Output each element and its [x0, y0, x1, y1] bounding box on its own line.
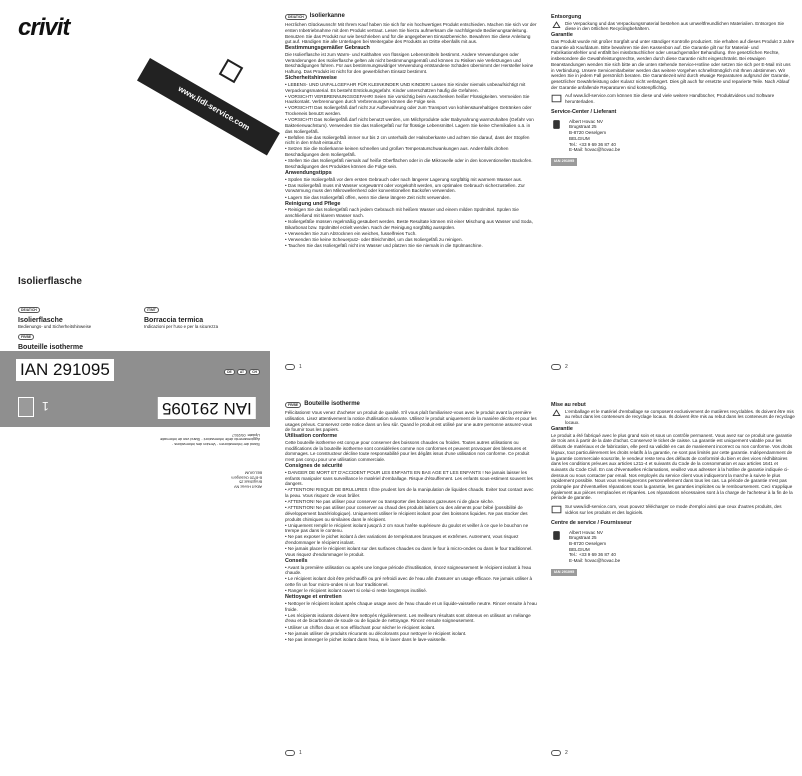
heading: Anwendungstipps — [285, 170, 332, 177]
paragraph: Die Verpackung und das Verpackungsmaterial bestehen aus umweltfreundlichen Materialien. Entsorgen Sie diese in den örtlichen Recyclingbehältern. — [565, 20, 785, 32]
bullet: • Uniquement remplir le récipient isolant jusqu'à 2 cm sous l'arête supérieure du goulot et veiller à ce que le bouchon ne trempe pas dans le contenu. — [285, 522, 529, 534]
bullet: • Das Isoliergefäß muss mit Wasser vorgewärmt oder vorgekühlt werden, um optimalen Gebrauch sicherzustellen. Zur Vorwärmung muss den Mikrowellenherd oder konventionellen Backofen verwenden. — [285, 182, 525, 194]
flag-outline-icon — [285, 750, 295, 756]
heading: Sicherheitshinweise — [285, 75, 337, 82]
ian-number: IAN 291095 — [16, 359, 114, 381]
bullet: • ATTENTION! Ne pas utiliser pour conserver au chaud des produits laitiers ou des aliments pour bébé (possibilité de développement bactériologique). Uniquement utiliser le récipient isolant pour des boissons liquides. Ne pas stocker des produits chimiques ou similaires dans le récipient. — [285, 505, 528, 522]
heading: Garantie — [551, 32, 573, 39]
country-flag: CH — [249, 369, 260, 375]
ian-band — [0, 351, 270, 389]
heading: Utilisation conforme — [285, 433, 338, 440]
bullet: • Avant la première utilisation ou après une longue période d'inutilisation, rincez soigneusement le récipient isolant à l'eau chaude. — [285, 564, 532, 576]
back-digit: 1 — [42, 399, 49, 413]
section-title: Isolierkanne — [309, 13, 345, 20]
paragraph: Das Produkt wurde mit großer Sorgfalt und unter ständiger Kontrolle produziert. Sie erhalten auf dieses Produkt 3 Jahre Garantie ab Kaufdatum. Bitte bewahren Sie den Kassenbon auf. Die Garantie gilt nur für Material- und Fabrikationsfehler und entfällt bei missbräuchlicher oder unsachgemäßer Behandlung. Ihre gesetzlichen Rechte, insbesondere die Gewährleistungsrechte, werden durch diese Garantie nicht eingeschränkt. Bei etwaigen Beanstandungen wenden Sie sich bitte an die unten stehende Service-Hotline oder setzen Sie sich per E-Mail mit uns in Verbindung. Unsere Servicemitarbeiter werden das weitere Vorgehen schnellstmöglich mit Ihnen abstimmen. Wir werden Sie in jedem Fall persönlich beraten. Die Garantiezeit wird durch etwaige Reparaturen aufgrund der Garantie, gesetzlicher Gewährleistung oder Kulanz nicht verlängert. Dies gilt auch für ersetzte und reparierte Teile. Nach Ablauf der Garantie anfallende Reparaturen sind kostenpflichtig. — [551, 38, 795, 90]
paragraph: Cette bouteille isotherme est conçue pour conserver des boissons chaudes ou froides. Toutes autres utilisations ou modifications de la bouteille isotherme sont considérées comme non conformes et peuvent provoquer des blessures et dommages. Le constructeur décline toute responsabilité pour les dégâts issus d'une utilisation non conforme. Ce produit n'est pas conçu pour une utilisation commerciale. — [285, 440, 530, 463]
heading: Service-Center / Lieferant — [551, 109, 617, 116]
flag-badge: FR/BE — [18, 334, 34, 340]
web-icon — [551, 93, 562, 104]
lang-block-it — [144, 298, 264, 329]
cover-panel — [0, 0, 270, 776]
back-address: Albert Hovac NV Brugstraat 25 B-8720 Oeselgem BELGIUM — [231, 470, 262, 489]
bullet: • Utiliser un chiffon doux et non effilochant pour sécher le récipient isolant. — [285, 624, 436, 630]
bullet: • Les récipients isolants doivent être nettoyés régulièrement. Les meilleurs résultats sont obtenus en utilisant un mélange d'eau et de bicarbonate de soude ou de liquide de nettoyage. Rincez ensuite soigneusement. — [285, 612, 531, 624]
back-box — [18, 397, 34, 417]
bullet: • ATTENTION! RISQUE DE BRULURES ! Être prudent lors de la manipulation de liquides chauds. Eviter tout contact avec la peau. Vous risquez de vous brûler. — [285, 487, 534, 498]
bullet: • Verwenden Sie keine Scheuerputz- oder Bleichmittel, um das Isoliergefäß zu reinigen. — [285, 236, 463, 242]
bullet: • VORSICHT! Das Isoliergefäß darf nicht benutzt werden, um Milchprodukte oder Babynahrung warmzuhalten (Gefahr von Bakterienwachstum). Verwenden Sie das Isoliergefäß nur für flüssige Lebensmittel. Lagern Sie keine Chemikalien o.ä. in das Isoliergefäß. — [285, 117, 534, 134]
bullet: • Ne pas immerger le pichet isolant dans l'eau, ni le laver dans le lave-vaisselle. — [285, 636, 447, 642]
section-title: Bouteille isotherme — [304, 401, 360, 408]
back-ian-band — [0, 389, 270, 427]
product-title: Isolierflasche — [18, 276, 82, 287]
flag-badge: IT/MT — [144, 307, 159, 313]
bullet: • Reinigen Sie das Isoliergefäß nach jedem Gebrauch mit heißem Wasser und einem milden Spülmittel. Spülen Sie anschließend mit klarem Wasser nach. — [285, 207, 519, 218]
url-banner — [137, 58, 280, 156]
flag-badge: FR/BE — [285, 402, 301, 408]
flag-badge: DE/AT/CH — [18, 307, 40, 313]
bullet: • VORSICHT! Das Isoliergefäß darf nicht zur Aufbewahrung oder zum Transport von kohlensäurehaltigen Getränken oder Trockeneis benutzt werden. — [285, 105, 532, 117]
paragraph: Auf www.lidl-service.com können Sie diese und viele weitere Handbücher, Produktvideos und Software herunterladen. — [565, 93, 775, 105]
page-number: 2 — [551, 364, 568, 370]
flag-outline-icon — [551, 364, 561, 370]
heading: Nettoyage et entretien — [285, 594, 342, 601]
heading: Mise au rebut — [551, 402, 586, 408]
heading: Bestimmungsgemäßer Gebrauch — [285, 45, 370, 52]
ian-badge: IAN 291095 — [551, 569, 577, 577]
paragraph: L'emballage et le matériel d'emballage se composent exclusivement de matières recyclables. Ils doivent être mis au rebut dans les conteneurs de recyclage locaux. Ils doivent être mis au rebut dans les conteneurs de recyclage locaux. — [565, 408, 795, 425]
recycle-icon — [551, 409, 562, 420]
lang-subtitle: Bedienungs- und Sicherheitshinweise — [18, 324, 92, 329]
page-number: 1 — [285, 364, 302, 370]
web-icon — [551, 504, 562, 515]
bullet: • Setzen Sie die Isolierkanne keinen schnellen und großen Temperaturschwankungen aus. Andernfalls drohen Beschädigungen dem Isoliergefäß. — [285, 146, 509, 158]
phone-icon — [551, 530, 562, 541]
lang-title: Isolierflasche — [18, 317, 63, 324]
fr-page-2: Mise au rebut L'emballage et le matériel d'emballage se composent exclusivement de matières recyclables. Ils doivent être mis au rebut dans les conteneurs de recyclage locaux. Ils doivent être mis au rebut dans les conteneurs de recyclage locaux. Garantie Le produit a été fabriqué avec le plus grand soin et sous un contrôle permanent. Vous avez sur ce produit une garantie de trois ans à partir de la date d'achat. Conservez le ticket de caisse. La garantie est uniquement valable pour les défauts de matériaux et de fabrication, elle perd sa validité en cas de maniement incorrect ou non conforme. Vos droits légaux, tout particulièrement les droits relatifs à la garantie, ne sont pas limités par cette garantie. Indépendamment de la garantie commerciale souscrite, le vendeur reste tenu des défauts de conformité du bien et des vices rédhibitoires dans les conditions prévues aux articles L211-4 et suivants du Code de la consommation et aux articles 1641 et suivants du Code Civil. En cas d'éventuelles réclamations, veuillez vous adresser à la hotline de garantie indiquée ci-dessous ou nous contacter par email. Nos employés du service client vous indiqueront la marche à suivre le plus rapidement possible. Nous vous renseignerons personnellement dans tous les cas. La période de garantie n'est pas prolongée par d'éventuelles réparations sous la garantie, les garanties implicites ou le remboursement. Ceci s'applique également aux pièces remplacées et réparées. Les réparations nécessaires sont à la charge de l'acheteur à la fin de la période de garantie. Sur www.lidl-service.com, vous pouvez télécharger ce mode d'emploi ainsi que ceux d'autres produits, des vidéos sur les produits et des logiciels. Centre de service / Fournisseur Albert Hovac NV Brugstraat 25 B-8720 Oeselgem BELGIUM Tel.: +33 9 69 36 87 40 E-Mail: hovac@hovac.be IAN 291095 — [551, 402, 795, 576]
brand-logo: crivit — [18, 14, 70, 41]
paragraph: Le produit a été fabriqué avec le plus grand soin et sous un contrôle permanent. Vous avez sur ce produit une garantie de trois ans à partir de la date d'achat. Conservez le ticket de caisse. La garantie est uniquement valable pour les défauts de matériaux et de fabrication, elle perd sa validité en cas de maniement incorrect ou non conforme. Vos droits légaux, tout particulièrement les droits relatifs à la garantie, ne sont pas limités par cette garantie. Indépendamment de la garantie commerciale souscrite, le vendeur reste tenu des défauts de conformité du bien et des vices rédhibitoires dans les conditions prévues aux articles L211-4 et suivants du Code de la consommation et aux articles 1641 et suivants du Code Civil. En cas d'éventuelles réclamations, veuillez vous adresser à la hotline de garantie indiquée ci-dessous ou nous contacter par email. Nos employés du service client vous indiqueront la marche à suivre le plus rapidement possible. Nous vous renseignerons personnellement dans tous les cas. La période de garantie n'est pas prolongée par d'éventuelles réparations sous la garantie, les garanties implicites ou le remboursement. Ceci s'applique également aux pièces remplacées et réparées. Les réparations nécessaires sont à la charge de l'acheteur à la fin de la période de garantie. — [551, 432, 793, 501]
bullet: • Ne pas exposer le pichet isolant à des variations de températures brusques et extrêmes. Autrement, vous risquez d'endommager le récipient isolant. — [285, 534, 519, 546]
bullet: • Ranger le récipient isolant ouvert si celui-ci reste longtemps inutilisé. — [285, 588, 428, 594]
recycle-icon — [551, 21, 562, 32]
bullet: • Ne jamais utiliser de produits récurants ou décolorants pour nettoyer le récipient isolant. — [285, 630, 467, 636]
bullet: • LEBENS- UND UNFALLGEFAHR FÜR KLEINKINDER UND KINDER! Lassen Sie Kinder niemals unbeaufsichtigt mit Verpackungsmaterial. Es besteht Erstickungsgefahr. Kinder unterschätzen häufig die Gefahren. — [285, 81, 526, 93]
de-page-2: Entsorgung Die Verpackung und das Verpackungsmaterial bestehen aus umweltfreundlichen Materialien. Entsorgen Sie diese in den örtlichen Recyclingbehältern. Garantie Das Produkt wurde mit großer Sorgfalt und unter ständiger Kontrolle produziert. Sie erhalten auf dieses Produkt 3 Jahre Garantie ab Kaufdatum. Bitte bewahren Sie den Kassenbon auf. Die Garantie gilt nur für Material- und Fabrikationsfehler und entfällt bei missbräuchlicher oder unsachgemäßer Behandlung. Ihre gesetzlichen Rechte, insbesondere die Gewährleistungsrechte, werden durch diese Garantie nicht eingeschränkt. Bei etwaigen Beanstandungen wenden Sie sich bitte an die unten stehende Service-Hotline oder setzen Sie sich per E-Mail mit uns in Verbindung. Unsere Servicemitarbeiter werden das weitere Vorgehen schnellstmöglich mit Ihnen abstimmen. Wir werden Sie in jedem Fall persönlich beraten. Die Garantiezeit wird durch etwaige Reparaturen aufgrund der Garantie, gesetzlicher Gewährleistung oder Kulanz nicht verlängert. Dies gilt auch für ersetzte und reparierte Teile. Nach Ablauf der Garantie anfallende Reparaturen sind kostenpflichtig. Auf www.lidl-service.com können Sie diese und viele weitere Handbücher, Produktvideos und Software herunterladen. Service-Center / Lieferant Albert Hovac NV Brugstraat 25 B-8720 Oeselgem BELGIUM Tel.: +33 9 69 36 87 40 E-Mail: hovac@hovac.be IAN 291095 — [551, 14, 795, 166]
page-number: 2 — [551, 750, 568, 756]
qr-icon — [219, 59, 244, 84]
de-page-1 — [285, 14, 537, 374]
lang-title: Bouteille isotherme — [18, 344, 83, 351]
heading: Garantie — [551, 426, 573, 433]
phone-icon — [551, 119, 562, 130]
paragraph: Die Isolierflasche ist zum Warm- und Kalthalten von flüssigen Lebensmitteln bestimmt. Andere Verwendungen oder Veränderungen des Isolierflasche gelten als nicht bestimmungsgemäß und können zu Risiken wie Verletzungen und Beschädigungen führen. Für aus bestimmungswidriger Verwendung entstandene Schäden übernimmt der Hersteller keine Haftung. Das Produkt ist nicht für den gewerblichen Einsatz bestimmt. — [285, 52, 534, 75]
heading: Conseils — [285, 558, 308, 565]
intro-text: Herzlichen Glückwunsch! Mit Ihrem Kauf haben Sie sich für ein hochwertiges Produkt entschieden. Machen Sie sich vor der ersten Inbetriebnahme mit dem Produkt vertraut. Lesen Sie hierzu aufmerksam die nachfolgende Bedienungsanleitung. Benutzen Sie das Produkt nur wie beschrieben und für die angegebenen Einsatzbereiche. Bewahren Sie diese Anleitung gut auf. Händigen Sie alle Unterlagen bei Weitergabe des Produkts an Dritte ebenfalls mit aus. — [285, 22, 537, 45]
lang-title: Borraccia termica — [144, 317, 204, 324]
bullet: • Befüllen Sie das Isoliergefäß immer nur bis 2 cm unterhalb der Halsoberkante und achten Sie darauf, dass der Stopfen nicht in den Inhalt eintaucht. — [285, 134, 530, 146]
bullet: • Isoliergefäße müssen regelmäßig gesäubert werden. Beste Resultate können mit einer Mischung aus Wasser und Soda, Bikarbonat bzw. Spülmittel erzielt werden. Nach der Reinigung sorgfältig ausspülen. — [285, 219, 533, 230]
country-flags — [224, 369, 260, 375]
bullet: • DANGER DE MORT ET D'ACCIDENT POUR LES ENFANTS EN BAS AGE ET LES ENFANTS ! Ne jamais laisser les enfants manipuler sans surveillance le matériel d'emballage. Risque d'étouffement. Les enfants sous-estiment souvent les dangers. — [285, 469, 533, 487]
heading: Consignes de sécurité — [285, 463, 343, 470]
bullet: • VORSICHT! VERBRENNUNGSGEFAHR! Seien Sie vorsichtig beim Ausschenken heißer Flüssigkeiten. Vermeiden Sie Hautkontakt. Verbrennungen durch Verbrennungen können die Folge sein. — [285, 93, 530, 105]
country-flag: DE — [224, 369, 235, 375]
bullet: • Nettoyer le récipient isolant après chaque usage avec de l'eau chaude et un liquide-vaisselle neutre. Rincer ensuite à l'eau froide. — [285, 600, 537, 612]
bullet: • Spülen Sie Isoliergefäß vor dem ersten Gebrauch oder nach längerer Lagerung sorgfältig mit warmem Wasser aus. — [285, 176, 523, 182]
bullet: • Tauchen Sie das Isoliergefäß nicht ins Wasser und platzen Sie sie niemals in die Spülmaschine. — [285, 243, 483, 249]
page-number: 1 — [285, 750, 302, 756]
bullet: • Verwenden Sie zum Abtrocknen ein weiches, fusselfreies Tuch. — [285, 230, 417, 236]
fr-page-1 — [285, 402, 537, 643]
paragraph: Sur www.lidl-service.com, vous pouvez télécharger ce mode d'emploi ainsi que ceux d'autres produits, des vidéos sur les produits et des logiciels. — [565, 504, 782, 515]
bullet: • Le récipient isolant doit être préchauffé ou pré refroidi avec de l'eau afin d'assurer un usage efficace. Ne jamais utiliser à cette fin un four micro-ondes ni un four traditionnel. — [285, 576, 533, 588]
flag-outline-icon — [285, 364, 295, 370]
bullet: • ATTENTION! Ne pas utiliser pour conserver ou transporter des boissons gazeuses ni de glace sèche. — [285, 499, 495, 505]
url-text: www.lidl-service.com — [176, 84, 252, 133]
heading: Reinigung und Pflege — [285, 200, 341, 207]
flag-outline-icon — [551, 750, 561, 756]
back-info: Stand der Informationen · Version des informations · Aggiornamento delle informazioni · Stand van de informatie Update: 09/2017 — [160, 432, 260, 446]
intro-text: Félicitations! Vous venez d'acheter un produit de qualité. S'il vous plaît familiarisez-vous avec le produit avant la première utilisation. Lisez attentivement la notice d'utilisation suivante. Utilisez le produit uniquement de la manière décrite et pour les usages prévus. Conservez cette notice dans un lieu sûr. Quand le produit est utilisé par une autre personne assurez-vous de fournir tous les papiers. — [285, 410, 537, 433]
back-ian-number: IAN 291095 — [158, 397, 256, 419]
heading: Centre de service / Fournisseur — [551, 519, 632, 526]
bullet: • Lagern Sie das Isoliergefäß offen, wenn Sie diese längere Zeit nicht verwenden. — [285, 194, 451, 200]
heading: Entsorgung — [551, 14, 582, 20]
country-flag: AT — [237, 369, 247, 375]
flag-badge: DE/AT/CH — [285, 14, 307, 20]
ian-badge: IAN 291095 — [551, 158, 577, 166]
bullet: • Ne jamais placer le récipient isolant sur des surfaces chaudes ou dans le four à micro-ondes ou dans le four traditionnel. Vous risquez d'endommager le produit. — [285, 546, 533, 557]
lang-subtitle: Indicazioni per l'uso e per la sicurezza — [144, 324, 219, 329]
bullet: • Stellen Sie das Isoliergefäß niemals auf heiße Oberflächen oder in die Mikrowelle oder in den konventionellen Backofen. Beschädigungen des Produktes können die Folge sein. — [285, 158, 533, 169]
